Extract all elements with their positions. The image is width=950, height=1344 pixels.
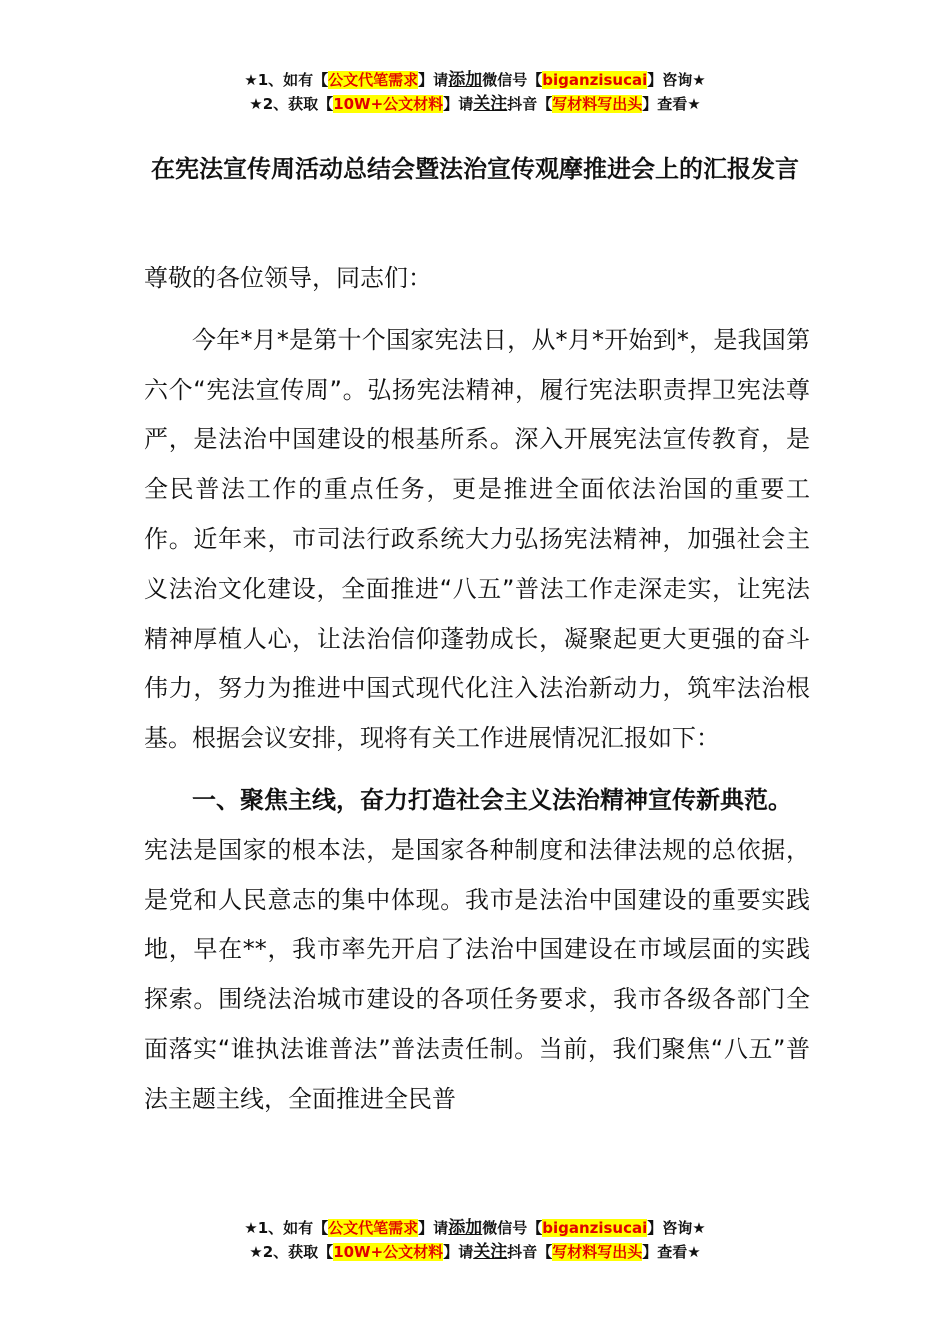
- banner-line-1: [0, 68, 950, 92]
- banner-douyin-id: 写材料写出头: [552, 95, 643, 113]
- banner-text: 微信号【: [482, 1219, 543, 1237]
- banner-text: 】请: [443, 95, 474, 113]
- banner-text: ★2、获取【: [249, 1243, 334, 1261]
- banner-highlight: 10W+公文材料: [333, 1243, 444, 1261]
- banner-text: 抖音【: [507, 1243, 553, 1261]
- banner-wechat-id: biganzisucai: [542, 71, 648, 89]
- document-title: 在宪法宣传周活动总结会暨法治宣传观摩推进会上的汇报发言: [151, 155, 799, 183]
- document-body: [144, 254, 810, 1125]
- banner-text: 】请: [443, 1243, 474, 1261]
- banner-text: 】咨询★: [647, 1219, 706, 1237]
- banner-text: ★1、如有【: [244, 1219, 329, 1237]
- banner-underline: 添加: [448, 1218, 483, 1238]
- banner-underline: 添加: [448, 70, 483, 90]
- banner-text: 】查看★: [642, 1243, 701, 1261]
- banner-underline: 关注: [473, 94, 508, 114]
- banner-line-2: [0, 92, 950, 116]
- banner-highlight: 公文代笔需求: [328, 71, 419, 89]
- banner-text: 】请: [418, 1219, 449, 1237]
- banner-text: ★1、如有【: [244, 71, 329, 89]
- banner-text: 】咨询★: [647, 71, 706, 89]
- banner-text: 微信号【: [482, 71, 543, 89]
- footer-banner: [0, 1216, 950, 1264]
- banner-underline: 关注: [473, 1242, 508, 1262]
- banner-highlight: 公文代笔需求: [328, 1219, 419, 1237]
- salutation: 尊敬的各位领导，同志们：: [144, 264, 432, 292]
- banner-text: 】请: [418, 71, 449, 89]
- section-heading: 一、聚焦主线，奋力打造社会主义法治精神宣传新典范。: [192, 785, 792, 814]
- banner-text: 】查看★: [642, 95, 701, 113]
- banner-highlight: 10W+公文材料: [333, 95, 444, 113]
- banner-text: 抖音【: [507, 95, 553, 113]
- banner-line-2: [0, 1240, 950, 1264]
- banner-douyin-id: 写材料写出头: [552, 1243, 643, 1261]
- banner-wechat-id: biganzisucai: [542, 1219, 648, 1237]
- section-text: 宪法是国家的根本法，是国家各种制度和法律法规的总依据，是党和人民意志的集中体现。我市是法治中国建设的重要实践地，早在**，我市率先开启了法治中国建设在市域层面的实践探索。围绕法治城市建设的各项任务要求，我市各级各部门全面落实“谁执法谁普法”普法责任制。当前，我们聚焦“八五”普法主题主线，全面推进全民普: [144, 835, 810, 1113]
- banner-text: ★2、获取【: [249, 95, 334, 113]
- banner-line-1: [0, 1216, 950, 1240]
- paragraph-intro: 今年*月*是第十个国家宪法日，从*月*开始到*，是我国第六个“宪法宣传周”。弘扬宪法精神，履行宪法职责捍卫宪法尊严，是法治中国建设的根基所系。深入开展宪法宣传教育，是全民普法工作的重点任务，更是推进全面依法治国的重要工作。近年来，市司法行政系统大力弘扬宪法精神，加强社会主义法治文化建设，全面推进“八五”普法工作走深走实，让宪法精神厚植人心，让法治信仰蓬勃成长，凝聚起更大更强的奋斗伟力，努力为推进中国式现代化注入法治新动力，筑牢法治根基。根据会议安排，现将有关工作进展情况汇报如下：: [144, 325, 810, 753]
- header-banner: [0, 68, 950, 116]
